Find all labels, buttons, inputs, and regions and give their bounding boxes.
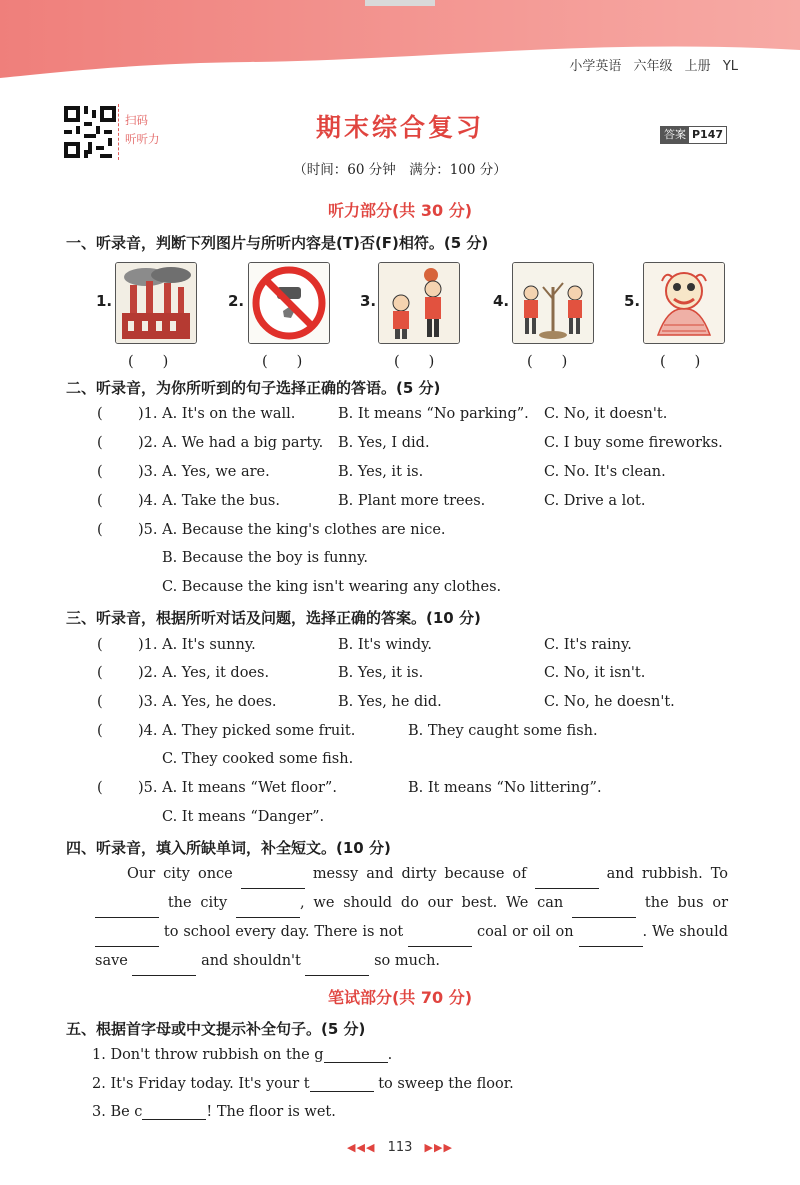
option-c: C. They cooked some fish. bbox=[162, 751, 354, 767]
answer-paren-3[interactable]: ( ) bbox=[394, 354, 435, 370]
picture-1 bbox=[115, 262, 197, 344]
grade-label: 六年级 bbox=[633, 59, 673, 74]
option-a: )1. A. It's sunny. bbox=[138, 637, 256, 653]
option-c: C. Drive a lot. bbox=[544, 493, 646, 509]
blank-field[interactable] bbox=[305, 961, 369, 976]
option-b: B. It's windy. bbox=[338, 637, 433, 653]
pic-number-4: 4. bbox=[493, 292, 510, 310]
option-a: )2. A. We had a big party. bbox=[138, 435, 324, 451]
subject-label: 小学英语 bbox=[569, 59, 622, 74]
option-a: )4. A. They picked some fruit. bbox=[138, 723, 356, 739]
option-c: C. No, he doesn't. bbox=[544, 694, 675, 710]
option-a: )1. A. It's on the wall. bbox=[138, 406, 296, 422]
option-a: )4. A. Take the bus. bbox=[138, 493, 280, 509]
no-littering-icon bbox=[249, 263, 329, 343]
factory-icon bbox=[116, 263, 196, 343]
passage-text: the city bbox=[167, 895, 228, 911]
option-c: C. No, it isn't. bbox=[544, 665, 646, 681]
answer-paren-4[interactable]: ( ) bbox=[527, 354, 568, 370]
page-footer bbox=[0, 1140, 800, 1155]
header-banner bbox=[0, 0, 800, 95]
answer-paren[interactable]: ( bbox=[97, 435, 103, 451]
answer-paren-1[interactable]: ( ) bbox=[128, 354, 169, 370]
option-c: C. No. It's clean. bbox=[544, 464, 666, 480]
pic-number-1: 1. bbox=[96, 292, 113, 310]
passage-text: Our city once bbox=[127, 866, 233, 882]
option-b: B. Yes, it is. bbox=[338, 464, 424, 480]
passage-text: the bus or bbox=[644, 895, 729, 911]
blank-field[interactable] bbox=[132, 961, 196, 976]
sentence-text: 1. Don't throw rubbish on the g bbox=[92, 1047, 324, 1063]
edition-label: YL bbox=[722, 59, 738, 74]
option-b: B. It means “No parking”. bbox=[338, 406, 529, 422]
option-b: B. Yes, I did. bbox=[338, 435, 430, 451]
sentence-text: to sweep the floor. bbox=[378, 1076, 514, 1092]
answer-paren[interactable]: ( bbox=[97, 780, 103, 796]
answer-paren[interactable]: ( bbox=[97, 493, 103, 509]
part3-title: 三、听录音，根据所听对话及问题，选择正确的答案。(10 分) bbox=[66, 609, 481, 627]
next-arrows-icon: ▶▶▶ bbox=[424, 1141, 453, 1154]
blank-field[interactable] bbox=[572, 903, 636, 918]
answer-paren[interactable]: ( bbox=[97, 522, 103, 538]
cloze-passage bbox=[95, 860, 728, 976]
scan-line-1: 扫码 bbox=[125, 113, 148, 127]
sentence-text: 2. It's Friday today. It's your t bbox=[92, 1076, 310, 1092]
blank-field[interactable] bbox=[95, 932, 159, 947]
option-c: C. It's rainy. bbox=[544, 637, 632, 653]
pic-number-2: 2. bbox=[228, 292, 245, 310]
option-b: B. They caught some fish. bbox=[408, 723, 598, 739]
blank-field[interactable] bbox=[324, 1048, 388, 1063]
option-c: C. I buy some fireworks. bbox=[544, 435, 723, 451]
option-a: )2. A. Yes, it does. bbox=[138, 665, 270, 681]
sentence-text: 3. Be c bbox=[92, 1104, 143, 1120]
scan-line-2: 听听力 bbox=[125, 132, 160, 146]
answer-paren[interactable]: ( bbox=[97, 665, 103, 681]
option-c: C. It means “Danger”. bbox=[162, 809, 325, 825]
blank-field[interactable] bbox=[236, 903, 300, 918]
passage-text: and shouldn't bbox=[201, 953, 301, 969]
answer-paren[interactable]: ( bbox=[97, 464, 103, 480]
passage-text: messy and dirty because of bbox=[312, 866, 527, 882]
blank-field[interactable] bbox=[310, 1077, 374, 1092]
lion-dance-icon bbox=[644, 263, 724, 343]
sentence-3 bbox=[92, 1104, 336, 1120]
option-a: )3. A. Yes, he does. bbox=[138, 694, 277, 710]
pic-number-5: 5. bbox=[624, 292, 641, 310]
volume-label: 上册 bbox=[684, 59, 711, 74]
passage-text: to school every day. There is not bbox=[163, 924, 404, 940]
answer-paren[interactable]: ( bbox=[97, 694, 103, 710]
answer-paren-5[interactable]: ( ) bbox=[660, 354, 701, 370]
option-c: C. Because the king isn't wearing any clothes. bbox=[162, 579, 502, 595]
option-a: )5. A. It means “Wet floor”. bbox=[138, 780, 337, 796]
pic-number-3: 3. bbox=[360, 292, 377, 310]
passage-text: and rubbish. To bbox=[606, 866, 729, 882]
page-title: 期末综合复习 bbox=[315, 113, 484, 142]
option-c: C. No, it doesn't. bbox=[544, 406, 668, 422]
passage-text: coal or oil on bbox=[477, 924, 574, 940]
picture-5 bbox=[643, 262, 725, 344]
answer-paren-2[interactable]: ( ) bbox=[262, 354, 303, 370]
children-playing-icon bbox=[379, 263, 459, 343]
passage-text: save bbox=[95, 953, 128, 969]
blank-field[interactable] bbox=[142, 1105, 206, 1120]
answer-reference bbox=[660, 126, 727, 144]
listening-section-heading: 听力部分(共 30 分) bbox=[327, 201, 473, 220]
option-b: B. It means “No littering”. bbox=[408, 780, 602, 796]
option-b: B. Plant more trees. bbox=[338, 493, 486, 509]
blank-field[interactable] bbox=[408, 932, 472, 947]
picture-2 bbox=[248, 262, 330, 344]
sentence-text: . bbox=[387, 1047, 393, 1063]
blank-field[interactable] bbox=[579, 932, 643, 947]
passage-text: , we should do our best. We can bbox=[300, 895, 564, 911]
page-number: 113 bbox=[387, 1140, 413, 1155]
answer-paren[interactable]: ( bbox=[97, 637, 103, 653]
prev-arrows-icon: ◀◀◀ bbox=[347, 1141, 376, 1154]
exam-time-score: （时间：60 分钟 满分：100 分） bbox=[293, 162, 507, 178]
sentence-text: ! The floor is wet. bbox=[206, 1104, 336, 1120]
part4-title: 四、听录音，填入所缺单词，补全短文。(10 分) bbox=[66, 839, 391, 857]
option-b: B. Yes, it is. bbox=[338, 665, 424, 681]
answer-paren[interactable]: ( bbox=[97, 723, 103, 739]
answer-paren[interactable]: ( bbox=[97, 406, 103, 422]
sentence-1 bbox=[92, 1047, 392, 1063]
blank-field[interactable] bbox=[535, 874, 599, 889]
sentence-2 bbox=[92, 1076, 514, 1092]
part2-title: 二、听录音，为你所听到的句子选择正确的答语。(5 分) bbox=[66, 379, 441, 397]
blank-field[interactable] bbox=[241, 874, 305, 889]
option-b: B. Yes, he did. bbox=[338, 694, 442, 710]
header-meta bbox=[569, 55, 738, 74]
picture-3 bbox=[378, 262, 460, 344]
picture-4 bbox=[512, 262, 594, 344]
part5-title: 五、根据首字母或中文提示补全句子。(5 分) bbox=[66, 1020, 366, 1038]
option-a: )5. A. Because the king's clothes are nice. bbox=[138, 522, 446, 538]
answer-label: 答案 bbox=[661, 127, 689, 143]
written-section-heading: 笔试部分(共 70 分) bbox=[327, 988, 473, 1007]
planting-trees-icon bbox=[513, 263, 593, 343]
option-b: B. Because the boy is funny. bbox=[162, 550, 368, 566]
passage-text: so much. bbox=[374, 953, 441, 969]
answer-page: P147 bbox=[692, 128, 724, 141]
part1-title: 一、听录音，判断下列图片与所听内容是(T)否(F)相符。(5 分) bbox=[66, 234, 489, 252]
option-a: )3. A. Yes, we are. bbox=[138, 464, 270, 480]
passage-text: . We should bbox=[642, 924, 729, 940]
blank-field[interactable] bbox=[95, 903, 159, 918]
